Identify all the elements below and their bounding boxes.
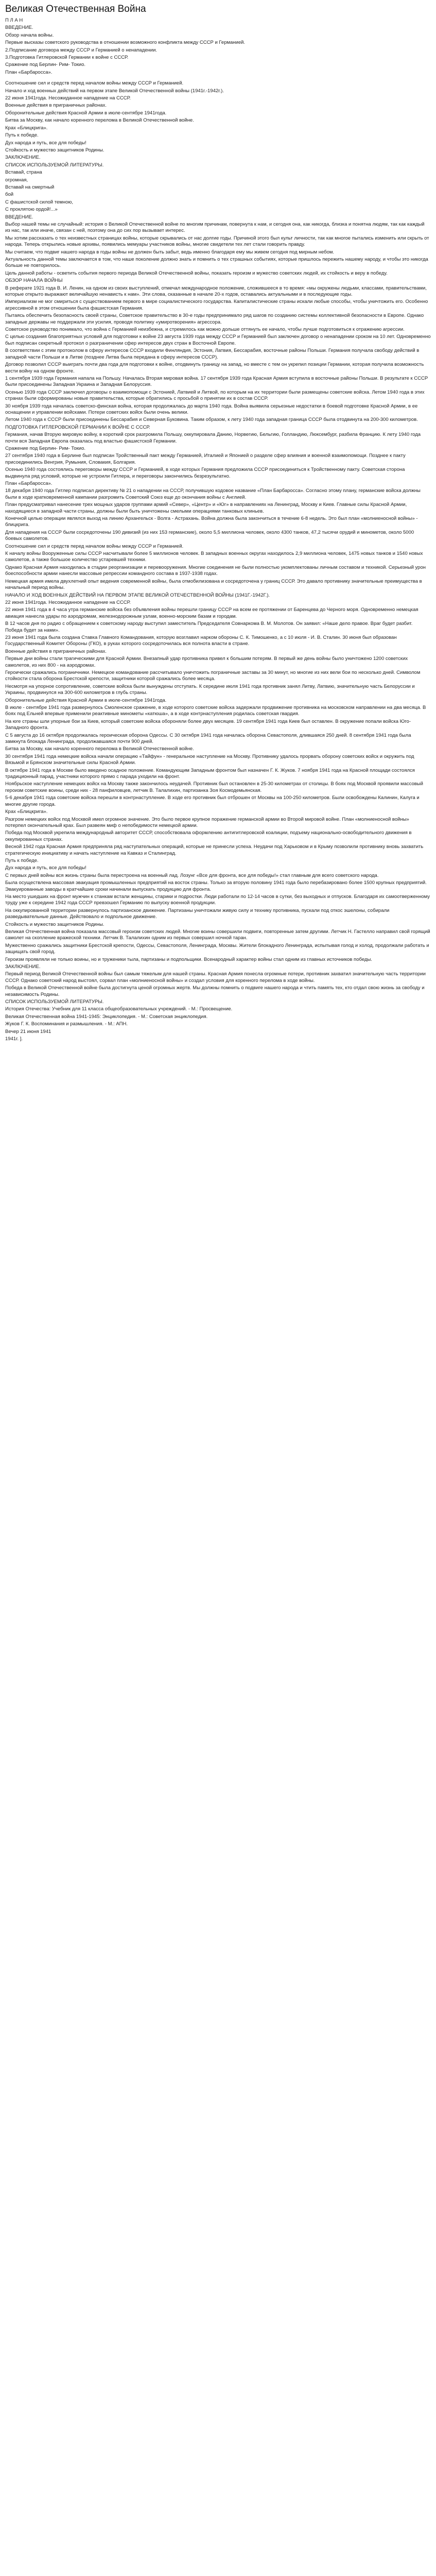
paragraph: П Л А Н (5, 18, 23, 23)
paragraph: Первый период Великой Отечественной войны был самым тяжелым для нашей страны. Красная Армия понесла огромные потери, противник захватил значительную часть территории СССР. Однако советский народ выстоял, сорвал план «молниеносной войны» и создал условия для коренного перелома в ходе войны. (5, 971, 426, 984)
paragraph: ПОДГОТОВКА ГИТЛЕРОВСКОЙ ГЕРМАНИИ К ВОЙНЕ С СССР. (5, 424, 150, 430)
paragraph: 1941г. ]. (5, 1036, 23, 1042)
paragraph: Мы хотим рассказать о тех неизвестных страницах войны, которые скрывались от нас долгие годы. Причиной этого был культ личности, так как многое пытались изменить или скрыть от народа. Теперь открылись новые архивы, появились мемуары участников войны, многие свидетели тех лет стали говорить правду. (5, 235, 429, 248)
paragraph: На оккупированной территории развернулось партизанское движение. Партизаны уничтожали живую силу и технику противника, пускали под откос эшелоны, собирали разведывательные данные. Действовало и подпольное движение. (5, 907, 390, 920)
paragraph: Соотношение сил и средств перед началом войны между СССР и Германией. (5, 543, 184, 549)
paragraph: Однако Красная Армия находилась в стадии реорганизации и перевооружения. Многие соединения не были полностью укомплектованы личным составом и техникой. Серьезный урон боеспособности армии нанесли массовые репрессии командного состава в 1937-1938 годах. (5, 564, 426, 577)
paragraph: Стойкость и мужество защитников Родины. (5, 147, 104, 153)
paragraph: Военные действия в приграничных районах. (5, 103, 107, 109)
paragraph: Обзор начала войны. (5, 32, 54, 38)
paragraph: Вечер 21 июня 1941 (5, 1028, 51, 1035)
paragraph: Крах «Блицкрига». (5, 125, 48, 131)
paragraph: В соответствии с этим протоколом в сферу интересов СССР входили Финляндия, Эстония, Латвия, Бессарабия, восточные районы Польши. Германия получала свободу действий в западной части Польши и в Литве (позднее Литва была передана в сферу интересов СССР). (5, 348, 420, 360)
paragraph: Договор позволил СССР выиграть почти два года для подготовки к войне, отодвинуть границу на запад, но вместе с тем он укрепил позиции Германии, которая получила возможность вести войну на одном фронте. (5, 362, 424, 374)
paragraph: Соотношение сил и средств перед началом войны между СССР и Германией. (5, 80, 184, 87)
paragraph: ЗАКЛЮЧЕНИЕ. (5, 155, 41, 161)
paragraph: огромная, (5, 177, 28, 183)
paragraph: Вставай на смертный (5, 184, 55, 190)
paragraph: 22 июня 1941года. Несожиданное нападение на СССР. (5, 95, 131, 101)
paragraph: История Отечества: Учебник для 11 класса общеобразовательных учреждений. - М.: Просвещение. (5, 1006, 233, 1012)
paragraph: 22 июня 1941года. Несожиданное нападение на СССР. (5, 599, 131, 605)
paragraph: Дух народа и путь, все для победы! (5, 140, 86, 146)
paragraph: Была осуществлена массовая эвакуация промышленных предприятий на восток страны. Только за вторую половину 1941 года было перебазировано более 1500 крупных предприятий. Эвакуированные заводы в кратчайшие сроки начинали выпускать продукцию для фронта. (5, 880, 427, 892)
paragraph: СПИСОК ИСПОЛЬЗУЕМОЙ ЛИТЕРАТУРЫ. (5, 162, 104, 168)
paragraph: Крах «Блицкрига». (5, 809, 48, 815)
paragraph: С 5 августа до 16 октября продолжалась героическая оборона Одессы. С 30 октября 1941 года началась оборона Севастополя, длившаяся 250 дней. 8 сентября 1941 года была замкнута блокада Ленинграда, продолжавшаяся почти 900 дней. (5, 732, 411, 745)
paragraph: 18 декабря 1940 года Гитлер подписал директиву № 21 о нападении на СССР, получившую кодовое название «План Барбаросса». Согласно этому плану, германские войска должны были в ходе кратковременной кампании разгромить Советский Союз еще до окончания войны с Англией. (5, 488, 421, 500)
paragraph: Пытаясь обеспечить безопасность своей страны, Советское правительство в 30-е годы предпринимало ряд шагов по созданию системы коллективной безопасности в Европе. Однако западные державы не поддержали эти усилия, проводя политику «умиротворения» агрессора. (5, 313, 424, 325)
paragraph: НАЧАЛО И ХОД ВОЕННЫХ ДЕЙСТВИЙ НА ПЕРВОМ ЭТАПЕ ВЕЛИКОЙ ОТЕЧЕСТВЕННОЙ ВОЙНЫ (1941Г.-1942Г.). (5, 592, 270, 598)
paragraph: 3.Подготовка Гитлеровской Германии к войне с СССР. (5, 55, 129, 61)
paragraph: Военные действия в приграничных районах. (5, 648, 107, 654)
paragraph: Цель данной работы - осветить события первого периода Великой Отечественной войны, показать героизм и мужество советских людей, их стойкость и веру в победу. (5, 270, 388, 276)
paragraph: 23 июня 1941 года была создана Ставка Главного Командования, которую возглавил нарком обороны С. К. Тимошенко, а с 10 июля - И. В. Сталин. 30 июня был образован Государственный Комитет Обороны (ГКО), в руках которого сосредоточилась вся полнота власти в стране. (5, 634, 397, 647)
paragraph: 22 июня 1941 года в 4 часа утра германские войска без объявления войны перешли границу СССР на всем ее протяжении от Баренцева до Черного моря. Одновременно немецкая авиация нанесла удары по аэродромам, железнодорожным узлам, военно-морским базам и городам. (5, 607, 418, 619)
paragraph: Героически сражались пограничники. Немецкое командование рассчитывало уничтожить пограничные заставы за 30 минут, но многие из них вели бои по несколько дней. Символом стойкости стала оборона Брестской крепости, защитники которой сражались более месяца. (5, 669, 421, 682)
document-title: Великая Отечественная Война (5, 4, 146, 14)
paragraph: Актуальность данной темы заключается в том, что наше поколение должно знать и помнить о тех страшных событиях, которые пришлось пережить нашему народу, и чтобы это никогда больше не повторилось. (5, 257, 428, 269)
paragraph: 1 сентября 1939 года Германия напала на Польшу. Началась Вторая мировая война. 17 сентября 1939 года Красная Армия вступила в восточные районы Польши. В результате к СССР были присоединены Западная Украина и Западная Белоруссия. (5, 375, 428, 388)
paragraph: Империализм не мог смириться с существованием первого в мире социалистического государства. Капиталистические страны искали любые способы, чтобы уничтожить его. Особенно агрессивной в этом отношении была фашистская Германия. (5, 299, 428, 311)
paragraph: Великая Отечественная война показала массовый героизм советских людей. Многие воины совершили подвиги, повторенные затем другими. Летчик Н. Гастелло направил свой горящий самолет на скопление вражеской техники. Летчик В. Талалихин одним из первых совершил ночной таран. (5, 929, 430, 941)
paragraph: Победа под Москвой укрепила международный авторитет СССР, способствовала оформлению антигитлеровской коалиции, подъему национально-освободительного движения в оккупированных странах. (5, 830, 412, 842)
paragraph: ВВЕДЕНИЕ. (5, 214, 33, 220)
paragraph: Несмотря на упорное сопротивление, советские войска были вынуждены отступать. К середине июля 1941 года противник занял Литву, Латвию, значительную часть Белоруссии и Украины, продвинулся на 300-600 километров в глубь страны. (5, 683, 415, 696)
paragraph: Конечной целью операции являлся выход на линию Архангельск - Волга - Астрахань. Война должна была закончиться в течение 6-8 недель. Это был план «молниеносной войны» - блицкрига. (5, 516, 418, 528)
paragraph: Путь к победе. (5, 857, 39, 863)
paragraph: Первые высказы советского руководства в отношении возможного конфликта между СССР и Германией. (5, 40, 246, 46)
paragraph: Для нападения на СССР были сосредоточены 190 дивизий (из них 153 германские), около 5,5 миллиона человек, около 4300 танков, 47,2 тысячи орудий и минометов, около 5000 боевых самолетов. (5, 529, 414, 542)
paragraph: Оборонительные действия Красной Армии в июле-сентябре 1941года. (5, 697, 167, 703)
paragraph: Осенью 1939 года СССР заключил договоры о взаимопомощи с Эстонией, Латвией и Литвой, по которым на их территории были размещены советские войска. Летом 1940 года в этих странах были сформированы новые правительства, которые обратились с просьбой о принятии их в состав СССР. (5, 389, 425, 402)
paragraph: Разгром немецких войск под Москвой имел огромное значение. Это было первое крупное поражение германской армии во Второй мировой войне. План «молниеносной войны» потерпел окончательный крах. Был развеян миф о непобедимости немецкой армии. (5, 816, 409, 828)
paragraph: Германия, начав Вторую мировую войну, в короткий срок разгромила Польшу, оккупировала Данию, Норвегию, Бельгию, Голландию, Люксембург, разбила Францию. К лету 1940 года почти вся Западная Европа оказалась под властью фашистской Германии. (5, 432, 421, 444)
paragraph: В июле - сентябре 1941 года развернулось Смоленское сражение, в ходе которого советские войска задержали продвижение противника на московском направлении на два месяца. В боях под Ельней впервые применили реактивные минометы «катюша», а в ходе контрнаступления родилась советская гвардия. (5, 705, 426, 717)
paragraph: Осенью 1940 года состоялись переговоры между СССР и Германией, в ходе которых Германия предложила СССР присоединиться к Тройственному пакту. Советская сторона выдвинула ряд условий, которые не устроили Гитлера, и переговоры закончились безрезультатно. (5, 467, 405, 479)
paragraph: Мы считаем, что подвиг нашего народа в годы войны не должен быть забыт, ведь именно благодаря ему мы живем сегодня под мирным небом. (5, 249, 335, 255)
paragraph: Советское руководство понимало, что война с Германией неизбежна, и стремилось как можно дольше оттянуть ее начало, чтобы лучше подготовиться к отражению агрессии. (5, 327, 405, 333)
paragraph: В октябре 1941 года в Москве было введено осадное положение. Командующим Западным фронтом был назначен Г. К. Жуков. 7 ноября 1941 года на Красной площади состоялся традиционный парад, участники которого прямо с парада уходили на фронт. (5, 767, 415, 780)
paragraph: На юге страны шли упорные бои за Киев, который советские войска обороняли более двух месяцев. 19 сентября 1941 года Киев был оставлен. В окружение попали войска Юго-Западного фронта. (5, 718, 411, 731)
paragraph: Мужественно сражались защитники Брестской крепости, Одессы, Севастополя, Ленинграда, Москвы. Жители блокадного Ленинграда, испытывая голод и холод, продолжали работать и защищать свой город. (5, 942, 429, 955)
paragraph: ОБЗОР НАЧАЛА ВОЙНЫ (5, 278, 63, 284)
paragraph: Битва за Москву, как начало коренного перелома в Великой Отечественной войне. (5, 746, 194, 752)
paragraph: В реферате 1921 года В. И. Ленин, на одном из своих выступлений, отмечал международное положение, сложившееся в то время: «мы окружены людьми, классами, правительствами, которые открыто выражают величайшую ненависть к нам». Эти слова, сказанные в начале 20-х годов, оставались актуальными и в последующие годы. (5, 285, 427, 298)
paragraph: ВВЕДЕНИЕ. (5, 25, 33, 31)
paragraph: Немецкая армия имела двухлетний опыт ведения современной войны, была отмобилизована и сосредоточена у границ СССР. Это давало противнику значительные преимущества в начальный период войны. (5, 578, 422, 591)
paragraph: Выбор нашей темы не случайный: история о Великой Отечественной войне по многим причинам, повернута к нам, и сегодня она, как никогда, близка и понятна людям, так как каждый из нас, так или иначе, связан с ней, поэтому она до сих пор вызывает интерес. (5, 221, 425, 234)
paragraph: Жуков Г. К. Воспоминания и размышления. - М.: АПН. (5, 1021, 128, 1027)
paragraph: Первые дни войны стали трагическими для Красной Армии. Внезапный удар противника привел к большим потерям. В первый же день войны было уничтожено 1200 советских самолетов, из них 800 - на аэродромах. (5, 656, 408, 668)
paragraph: План предусматривал нанесение трех мощных ударов группами армий «Север», «Центр» и «Юг» в направлениях на Ленинград, Москву и Киев. Главные силы Красной Армии, находящиеся в западной части страны, должны были быть уничтожены смелыми операциями танковых клиньев. (5, 502, 407, 514)
paragraph: Сражение под Берлин- Рим- Токио. (5, 445, 86, 451)
paragraph: Великая Отечественная война 1941-1945: Энциклопедия. - М.: Советская энциклопедия. (5, 1013, 208, 1020)
paragraph: Весной 1942 года Красная Армия предприняла ряд наступательных операций, которые не принесли успеха. Неудачи под Харьковом и в Крыму позволили противнику вновь захватить стратегическую инициативу и начать наступление на Кавказ и Сталинград. (5, 844, 424, 856)
paragraph: 5-6 декабря 1941 года советские войска перешли в контрнаступление. В ходе его противник был отброшен от Москвы на 100-250 километров. Были освобождены Калинин, Калуга и многие другие города. (5, 795, 420, 807)
paragraph: 27 сентября 1940 года в Берлине был подписан Тройственный пакт между Германией, Италией и Японией о разделе сфер влияния и военной взаимопомощи. Позднее к пакту присоединились Венгрия, Румыния, Словакия, Болгария. (5, 453, 406, 465)
paragraph: К началу войны Вооруженные силы СССР насчитывали более 5 миллионов человек. В западных военных округах находилось 2,9 миллиона человек, 1475 новых танков и 1540 новых самолетов, а также большое количество устаревшей техники. (5, 551, 423, 563)
paragraph: 30 ноября 1939 года началась советско-финская война, которая продолжалась до марта 1940 года. Война выявила серьезные недостатки в боевой подготовке Красной Армии, в ее оснащении и управлении войсками. Потери советских войск были очень велики. (5, 403, 418, 415)
paragraph: С первых дней войны вся жизнь страны была перестроена на военный лад. Лозунг «Все для фронта, все для победы!» стал главным для всего советского народа. (5, 872, 379, 878)
paragraph: бой (5, 192, 14, 198)
paragraph: 2.Подписание договора между СССР и Германией о ненападении. (5, 47, 158, 53)
paragraph: ЗАКЛЮЧЕНИЕ. (5, 964, 41, 970)
paragraph: Путь к победе. (5, 132, 39, 139)
paragraph: Вставай, страна (5, 170, 42, 176)
paragraph: Победа в Великой Отечественной войне была достигнута ценой огромных жертв. Мы должны помнить о подвиге нашего народа и чтить память тех, кто отдал свою жизнь за свободу и независимость Родины. (5, 985, 425, 997)
paragraph: На место ушедших на фронт мужчин к станкам встали женщины, старики и подростки. Люди работали по 12-14 часов в сутки, без выходных и отпусков. Благодаря их самоотверженному труду уже к середине 1942 года СССР превзошел Германию по выпуску военной продукции. (5, 893, 430, 906)
paragraph: 30 сентября 1941 года немецкие войска начали операцию «Тайфун» - генеральное наступление на Москву. Противнику удалось прорвать оборону советских войск и окружить под Вязьмой и Брянском значительные силы Красной Армии. (5, 753, 414, 766)
paragraph: Героизм проявляли не только воины, но и труженики тыла, партизаны и подпольщики. Всенародный характер войны стал одним из главных источников победы. (5, 956, 372, 962)
paragraph: С целью создания благоприятных условий для подготовки к войне 23 августа 1939 года между СССР и Германией был заключен договор о ненападении сроком на 10 лет. Одновременно был подписан секретный протокол о разграничении сфер интересов двух стран в Восточной Европе. (5, 334, 431, 346)
paragraph: Начало и ход военных действий на первом этапе Великой Отечественной войны (1941г.-1942г.). (5, 88, 224, 94)
paragraph: Летом 1940 года к СССР были присоединены Бессарабия и Северная Буковина. Таким образом, к лету 1940 года западная граница СССР была отодвинута на 200-300 километров. (5, 417, 418, 423)
paragraph: С фашистской силой темною, (5, 199, 74, 205)
paragraph: План «Барбаросса». (5, 481, 53, 486)
paragraph: Битва за Москву, как начало коренного перелома в Великой Отечественной войне. (5, 117, 194, 124)
paragraph: В 12 часов дня по радио с обращением к советскому народу выступил заместитель Председателя Совнаркома В. М. Молотов. Он заявил: «Наше дело правое. Враг будет разбит. Победа будет за нами». (5, 621, 413, 633)
paragraph: СПИСОК ИСПОЛЬЗУЕМОЙ ЛИТЕРАТУРЫ. (5, 999, 104, 1005)
document-page (0, 0, 436, 1054)
paragraph: Дух народа и путь, все для победы! (5, 865, 86, 871)
paragraph: С проклятою ордой!...» (5, 207, 58, 213)
document-body (5, 18, 431, 1043)
paragraph: Ноябрьское наступление немецких войск на Москву также закончилось неудачей. Противник был остановлен в 25-30 километрах от столицы. В боях под Москвой проявили массовый героизм советские воины, среди них - 28 панфиловцев, летчик В. Талалихин, партизанка Зоя Космодемьянская. (5, 781, 423, 793)
paragraph: Сражение под Берлин- Рим- Токио. (5, 62, 86, 68)
paragraph: План «Барбаросса». (5, 69, 53, 75)
paragraph: Стойкость и мужество защитников Родины. (5, 921, 104, 927)
paragraph: Оборонительные действия Красной Армии в июле-сентябре 1941года. (5, 110, 167, 116)
paragraph-gap (5, 77, 431, 80)
